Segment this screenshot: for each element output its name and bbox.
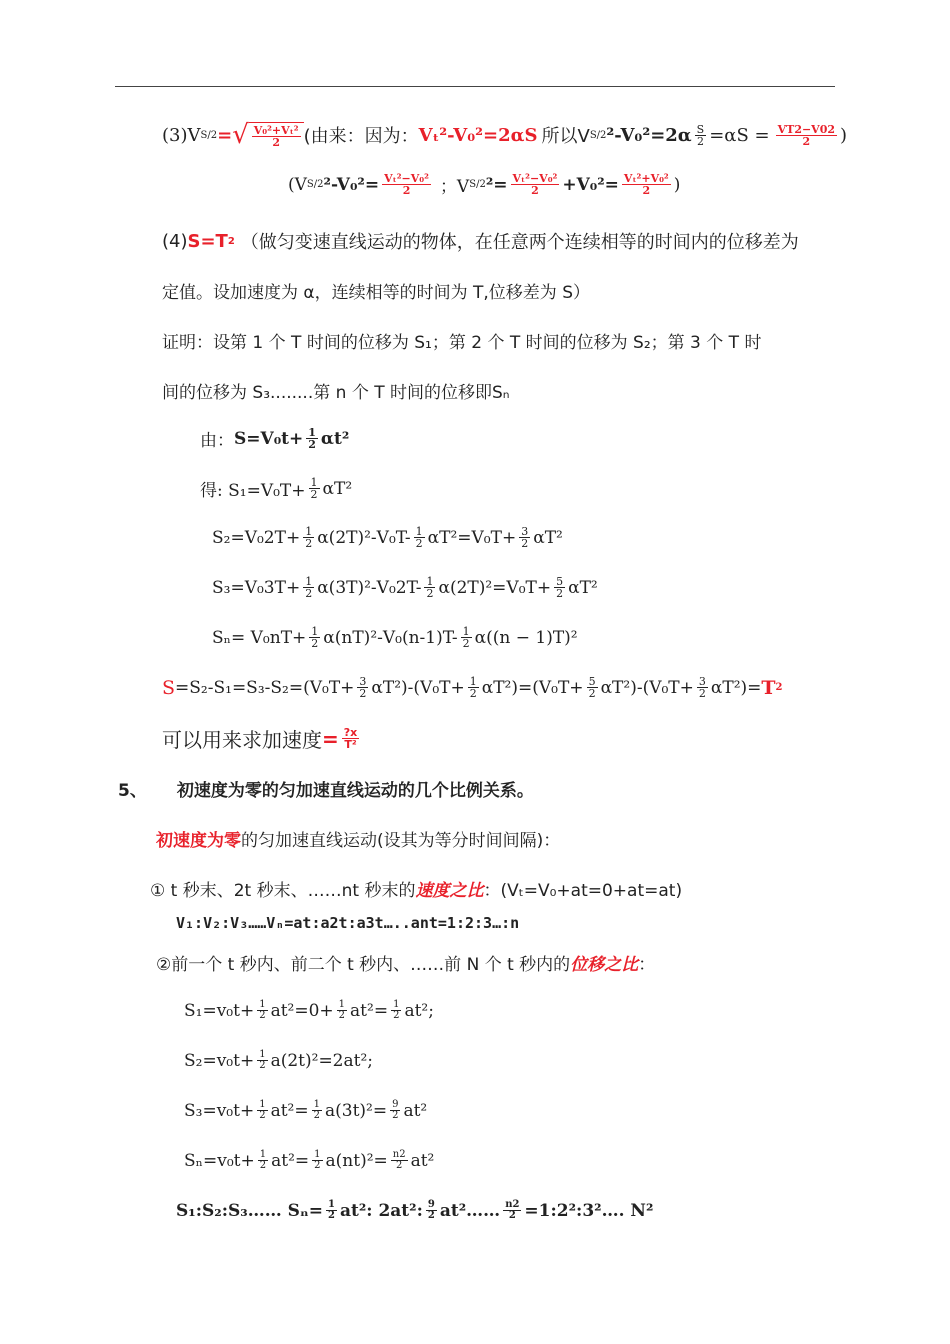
numerator: 1 [393,999,400,1010]
formula-sn [212,626,578,649]
fraction [342,727,359,750]
denominator: 2 [305,587,313,600]
subscript: S/2 [306,179,324,190]
highlight: 初速度为零 [156,831,241,851]
text: at²= [271,1150,310,1171]
text: S₃=V₀3T+ [212,577,301,598]
section-number: 5、 [118,781,147,801]
text: αT²)-(V₀T+ [600,677,694,698]
numerator: 1 [415,525,423,538]
fraction [461,626,472,649]
formula-s2 [212,526,563,549]
numerator: 1 [259,1049,266,1060]
fraction [622,173,671,196]
denominator: 2 [308,438,316,451]
text: at²; [404,1000,434,1021]
intro-line [156,826,560,851]
text: ；V [439,177,470,197]
fraction [306,427,318,450]
text: Sₙ=v₀t+ [184,1150,255,1171]
denominator: 2 [588,687,596,700]
text: a(3t)²= [324,1100,388,1121]
denominator: 2 [259,1160,267,1171]
numerator: ?x [343,726,358,739]
item-velocity-ratio [150,876,682,901]
numerator: 5 [556,575,564,588]
text: Sₙ= V₀nT+ [212,627,307,648]
denominator: 2 [305,537,313,550]
fraction [391,1150,408,1171]
numerator: 1 [469,675,477,688]
paragraph: 间的位移为 S₃........第 n 个 T 时间的位移即Sₙ [162,383,510,403]
fraction [776,124,837,147]
acceleration-line [162,724,362,753]
equals: = [322,726,339,751]
formula-3 [162,122,847,148]
fraction [257,1000,267,1021]
numerator: 5 [588,675,596,688]
fraction [312,1150,322,1171]
text: ²= [485,174,508,195]
fraction [391,1000,401,1021]
numerator: VT2−V02 [777,122,836,136]
text: =S₂-S₁=S₃-S₂=(V₀T+ [175,677,355,698]
numerator: 3 [359,675,367,688]
formula-s3 [212,576,598,599]
text: 得: S₁=V₀T+ [200,481,306,501]
fraction [312,1100,322,1121]
fraction [426,1200,437,1221]
text: ²-V₀²=2α [606,124,692,146]
denominator: 2 [393,1010,400,1021]
denominator: 2 [311,637,319,650]
fraction [390,1100,400,1121]
numerator: 1 [311,625,319,638]
denominator: 2 [642,184,651,197]
numerator: 1 [314,1149,321,1160]
denominator: 2 [415,537,423,550]
text: （做匀变速直线运动的物体，在任意两个连续相等的时间内的位移差为 [240,232,799,253]
text: αT² [533,527,563,548]
text: 所以V [541,126,590,147]
velocity-ratio-formula: V₁:V₂:V₃……Vₙ=at:a2t:a3t…..ant=1:2:3…:n [176,914,520,932]
numerator: n2 [505,1199,520,1210]
fraction [414,526,425,549]
fraction [303,526,314,549]
fraction [309,626,320,649]
text: at²= [350,1000,389,1021]
denominator: 2 [259,1110,266,1121]
text: at² [403,1100,428,1121]
text: 由： [200,431,234,451]
denominator: 2 [259,1010,266,1021]
paragraph: 定值。设加速度为 α，连续相等的时间为 T,位移差为 S） [162,283,590,303]
text: at²= [270,1100,309,1121]
text: S₂=v₀t+ [184,1050,255,1071]
formula-displacement-difference [162,676,783,699]
denominator: 2 [426,587,434,600]
formula-r3 [184,1100,427,1121]
fraction [503,1200,521,1221]
text: at²=0+ [270,1000,334,1021]
numerator: Vₜ²−V₀² [384,172,429,185]
text: α(2T)²-V₀T- [317,527,411,548]
text: α(nT)²-V₀(n-1)T- [323,627,458,648]
subscript: S/2 [589,129,607,141]
formula-displacement [200,426,349,451]
displacement-ratio-result [176,1200,653,1221]
numerator: 1 [338,999,346,1010]
formula-r1 [184,1000,434,1021]
highlight: Vₜ²-V₀²=2αS [418,124,538,146]
numerator: 1 [259,999,266,1010]
numerator: Vₜ²+V₀² [623,172,669,185]
numerator: S [696,122,705,136]
text: 可以用来求加速度 [162,728,322,752]
fraction [697,676,708,699]
formula-s1 [200,476,352,501]
superscript: 2 [227,235,235,247]
highlight: S [162,676,176,699]
formula-3-derivation [288,172,680,197]
text: (由来：因为： [303,126,419,147]
numerator: V₀²+Vₜ² [253,124,299,137]
highlight: S=T [187,230,228,252]
radicand [249,122,304,148]
denominator: 2 [359,687,367,700]
text: (V [288,174,307,195]
text: α(3T)²-V₀2T- [317,577,422,598]
numerator: 1 [327,1199,335,1210]
denominator: 2 [402,184,411,197]
fraction [337,1000,347,1021]
denominator: 2 [531,184,539,197]
denominator: 2 [427,1210,435,1221]
formula-r2 [184,1050,373,1071]
numerator: Vₜ²−V₀² [512,172,558,185]
text: ) [840,124,848,146]
text: S₁=v₀t+ [184,1000,255,1021]
denominator: 2 [310,488,318,501]
superscript: 2 [775,682,783,693]
fraction [357,676,368,699]
numerator: 1 [259,1149,267,1160]
denominator: 2 [508,1210,516,1221]
numerator: 3 [698,675,706,688]
header-rule [115,86,835,87]
text: =1:2²:3²…. N² [524,1200,654,1221]
numerator: 3 [521,525,529,538]
paragraph: 证明：设第 1 个 T 时间的位移为 S₁；第 2 个 T 时间的位移为 S₂；第 3 个 T 时 [162,333,762,353]
numerator: 1 [305,525,313,538]
numerator: 1 [259,1099,266,1110]
text: S=V₀t+ [234,428,304,449]
fraction [519,526,530,549]
formula-3-label: (3)V [162,124,201,146]
text: at²…… [439,1200,501,1221]
text: αt² [320,428,350,449]
text: =αS = [709,124,770,146]
denominator: 2 [314,1160,321,1171]
denominator: 2 [338,1010,346,1021]
text: S₁:S₂:S₃…… Sₙ= [176,1200,323,1221]
numerator: 9 [392,1099,399,1110]
text: a(nt)²= [325,1150,388,1171]
text: +V₀²= [562,174,619,195]
fraction [309,477,320,500]
formula-r4 [184,1150,434,1171]
numerator: 1 [462,625,470,638]
text: ：(Vₜ=V₀+at=0+at=at) [483,881,683,901]
text: α(2T)²=V₀T+ [438,577,552,598]
text: αT² [322,478,353,499]
numerator: 1 [426,575,434,588]
numerator: 1 [305,575,313,588]
text: αT²)=(V₀T+ [481,677,584,698]
equals: = [217,124,233,146]
denominator: 2 [556,587,564,600]
formula-4 [162,228,799,254]
fraction [382,173,431,196]
denominator: 2 [259,1060,266,1071]
text: ： [638,955,656,975]
text: S₂=V₀2T+ [212,527,301,548]
numerator: 1 [313,1099,320,1110]
numerator: 1 [310,476,318,489]
numerator: 9 [427,1199,435,1210]
denominator: T² [344,738,357,751]
denominator: 2 [392,1110,399,1121]
highlight: 速度之比 [415,881,484,901]
fraction [303,576,314,599]
fraction [258,1150,268,1171]
denominator: 2 [698,687,706,700]
highlight: 位移之比 [570,955,639,975]
subscript: S/2 [469,179,486,190]
text: αT²)-(V₀T+ [371,677,465,698]
text: 的匀加速直线运动(设其为等分时间间隔)： [241,831,561,851]
denominator: 2 [462,637,470,650]
fraction [257,1050,267,1071]
numerator: n2 [392,1149,406,1160]
fraction [252,125,301,148]
fraction [326,1200,337,1221]
text: ① t 秒末、2t 秒末、……nt 秒末的 [150,881,416,901]
text: αT²)= [710,677,762,698]
denominator: 2 [396,1160,403,1171]
denominator: 2 [696,134,704,148]
text: at²: 2at²: [339,1200,423,1221]
denominator: 2 [313,1110,320,1121]
denominator: 2 [327,1210,335,1221]
denominator: 2 [521,537,529,550]
subscript: S/2 [200,129,218,141]
text: α((n − 1)T)² [474,627,578,648]
highlight: T [761,676,776,699]
text: S₃=v₀t+ [184,1100,255,1121]
item-displacement-ratio [156,950,655,975]
numerator: 1 [308,426,316,439]
fraction [468,676,479,699]
fraction [424,576,435,599]
text: ②前一个 t 秒内、前二个 t 秒内、……前 N 个 t 秒内的 [156,955,571,975]
fraction [554,576,565,599]
fraction [587,676,598,699]
denominator: 2 [272,136,280,149]
sqrt [232,122,303,148]
denominator: 2 [469,687,477,700]
text: ²-V₀²= [323,174,380,195]
text: a(2t)²=2at²; [270,1050,374,1071]
fraction [695,124,707,147]
denominator: 2 [802,134,811,148]
fraction [257,1100,267,1121]
text: at² [410,1150,435,1171]
radical-sign: √ [232,120,249,150]
section-heading [118,776,534,801]
text: αT²=V₀T+ [427,527,517,548]
text: ) [673,174,681,195]
text: αT² [568,577,598,598]
fraction [511,173,560,196]
section-title: 初速度为零的匀加速直线运动的几个比例关系。 [176,781,534,801]
formula-4-label: (4) [162,230,188,252]
